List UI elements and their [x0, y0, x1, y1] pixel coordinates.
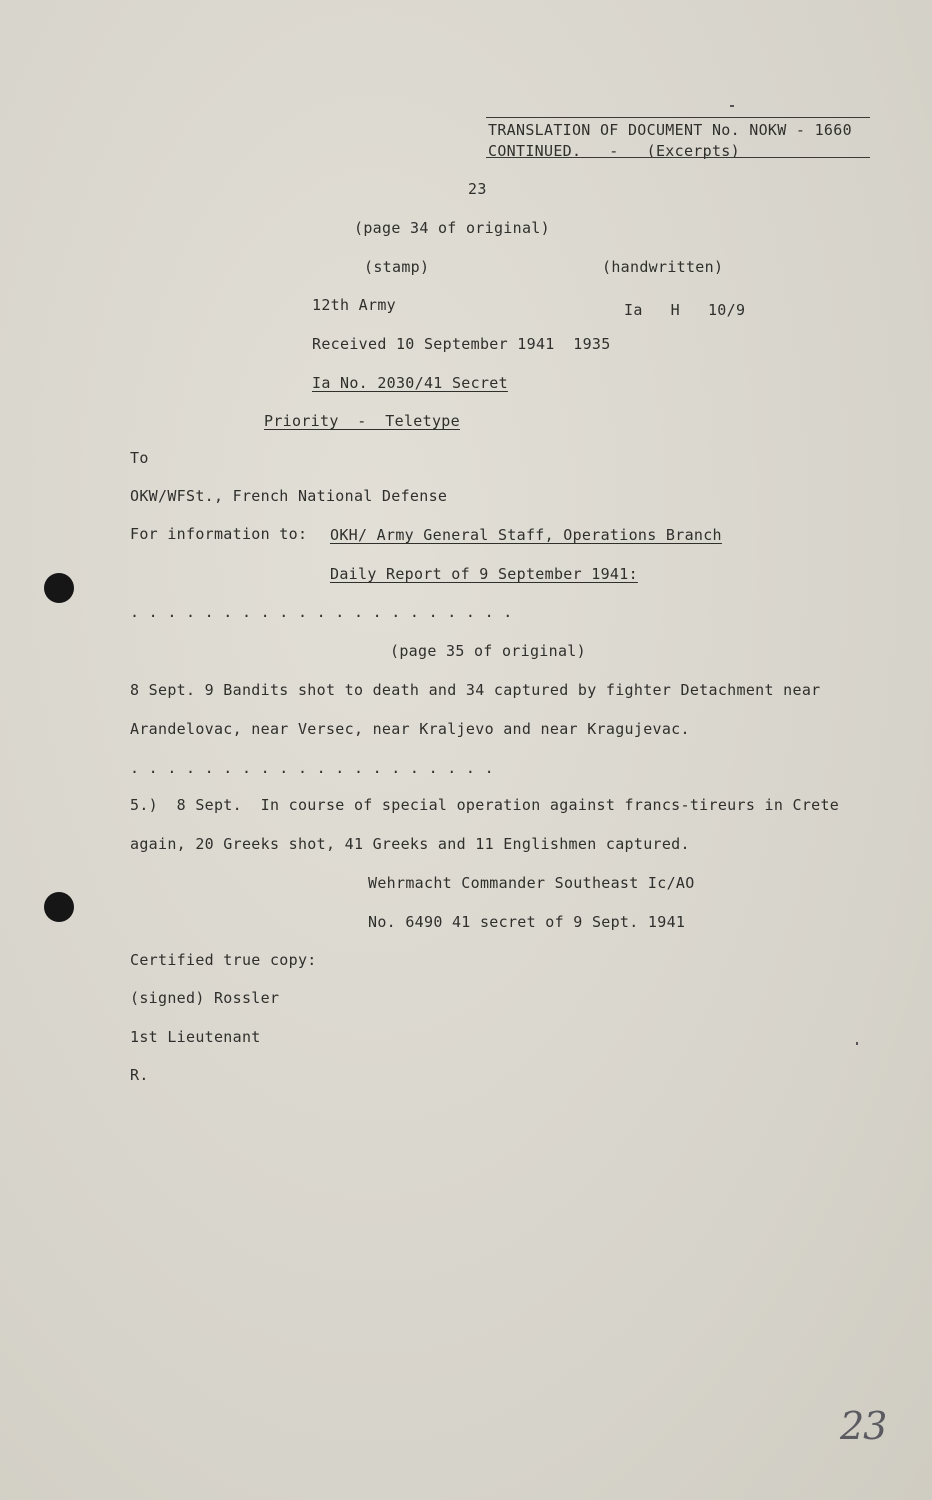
- header-top-rule: [486, 117, 870, 118]
- priority-line: Priority - Teletype: [264, 412, 460, 430]
- info-addressee: OKH/ Army General Staff, Operations Branch: [330, 526, 722, 544]
- paragraph-1-line-2: Arandelovac, near Versec, near Kraljevo and near Kragujevac.: [130, 720, 690, 738]
- ellipsis-row-2: . . . . . . . . . . . . . . . . . . . .: [130, 759, 494, 777]
- to-label: To: [130, 449, 149, 467]
- signoff-commander: Wehrmacht Commander Southeast Ic/AO: [368, 874, 695, 892]
- ellipsis-row-1: . . . . . . . . . . . . . . . . . . . . .: [130, 603, 513, 621]
- report-title: Daily Report of 9 September 1941:: [330, 565, 638, 583]
- stamp-reference: Ia No. 2030/41 Secret: [312, 374, 508, 392]
- margin-speck: [856, 1042, 858, 1045]
- signer-rank: 1st Lieutenant: [130, 1028, 261, 1046]
- original-page-ref-mid: (page 35 of original): [390, 642, 586, 660]
- addressee: OKW/WFSt., French National Defense: [130, 487, 448, 505]
- signed-name: (signed) Rossler: [130, 989, 280, 1007]
- margin-mark: [730, 105, 734, 107]
- handwritten-label: (handwritten): [602, 258, 724, 276]
- punch-hole-top: [44, 573, 74, 603]
- stamp-label: (stamp): [364, 258, 430, 276]
- stamp-received: Received 10 September 1941 1935: [312, 335, 611, 353]
- paragraph-2-line-2: again, 20 Greeks shot, 41 Greeks and 11 Englishmen captured.: [130, 835, 690, 853]
- original-page-ref-top: (page 34 of original): [354, 219, 550, 237]
- header-bottom-rule: [486, 157, 870, 158]
- header-subtitle: CONTINUED. - (Excerpts): [488, 142, 740, 160]
- initial: R.: [130, 1066, 149, 1084]
- handwritten-note: Ia H 10/9: [624, 301, 746, 319]
- page-number: 23: [468, 180, 487, 198]
- signoff-reference: No. 6490 41 secret of 9 Sept. 1941: [368, 913, 686, 931]
- certified-copy-label: Certified true copy:: [130, 951, 317, 969]
- paragraph-1-line-1: 8 Sept. 9 Bandits shot to death and 34 captured by fighter Detachment near: [130, 681, 821, 699]
- punch-hole-bottom: [44, 892, 74, 922]
- info-label: For information to:: [130, 525, 308, 543]
- header-title: TRANSLATION OF DOCUMENT No. NOKW - 1660: [488, 121, 852, 139]
- handwritten-page-number: 23: [840, 1404, 887, 1448]
- paragraph-2-line-1: 5.) 8 Sept. In course of special operation against francs-tireurs in Crete: [130, 796, 840, 814]
- stamp-unit: 12th Army: [312, 296, 396, 314]
